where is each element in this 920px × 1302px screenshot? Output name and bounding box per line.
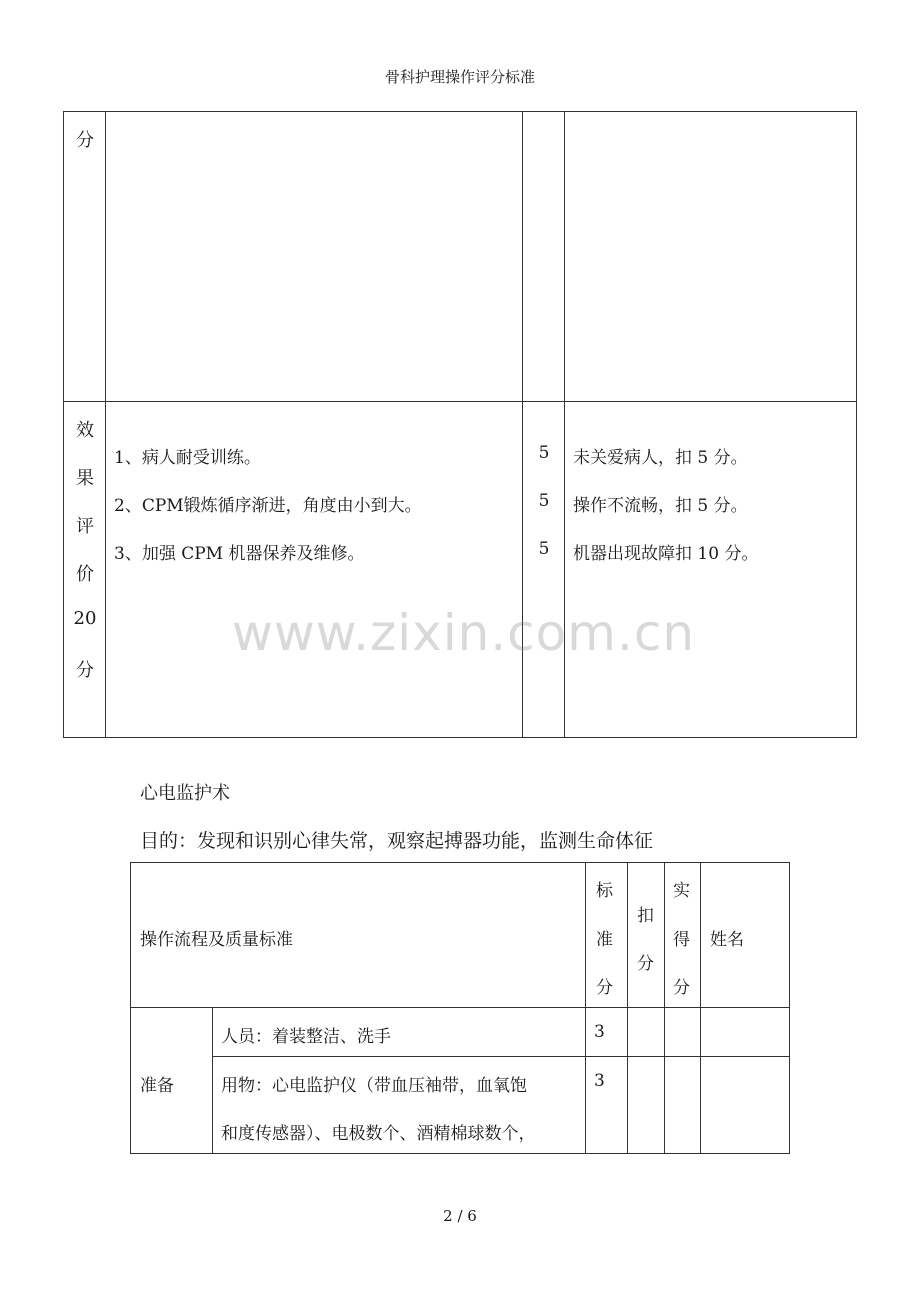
table1-border-right — [856, 111, 857, 738]
table1-border-bottom — [63, 737, 857, 738]
evaluation-item: 2、CPM锻炼循序渐进，角度由小到大。 — [114, 496, 422, 516]
evaluation-item: 1、病人耐受训练。 — [114, 448, 261, 468]
header-actual-score-char: 得 — [673, 930, 690, 950]
section-title: 心电监护术 — [140, 783, 230, 804]
watermark: www.zixin.com.cn — [232, 604, 696, 662]
row-personnel-score: 3 — [594, 1022, 605, 1042]
deduction-rule: 操作不流畅，扣 5 分。 — [573, 496, 748, 516]
header-actual-score-char: 分 — [673, 978, 690, 998]
header-deduct-char: 分 — [637, 954, 654, 974]
row-personnel: 人员：着装整洁、洗手 — [221, 1027, 391, 1047]
header-standard-score-char: 标 — [596, 881, 613, 901]
row-supplies-line: 用物：心电监护仪（带血压袖带，血氧饱 — [221, 1076, 527, 1096]
evaluation-score: 5 — [538, 539, 550, 559]
table1-border-top — [63, 111, 857, 112]
table2-category-divider — [212, 1007, 213, 1154]
table2-header-divider — [130, 1007, 790, 1008]
deduction-rule: 机器出现故障扣 10 分。 — [573, 544, 759, 564]
row1-category-char: 分 — [76, 130, 94, 151]
row2-category-char: 评 — [76, 516, 94, 537]
header-name: 姓名 — [710, 930, 744, 950]
table2-col-divider-4 — [700, 862, 701, 1154]
header-deduct-char: 扣 — [637, 906, 654, 926]
table2-border-top — [130, 862, 790, 863]
table2-border-bottom — [130, 1153, 790, 1154]
deduction-rule: 未关爱病人，扣 5 分。 — [573, 448, 748, 468]
evaluation-item: 3、加强 CPM 机器保养及维修。 — [114, 544, 365, 564]
row2-category-char: 果 — [76, 468, 94, 489]
page-header: 骨科护理操作评分标准 — [384, 68, 535, 86]
evaluation-score: 5 — [538, 443, 550, 463]
row2-category-char: 价 — [76, 564, 94, 585]
row2-category-char: 效 — [76, 420, 94, 441]
row2-category-char: 分 — [76, 660, 94, 681]
header-actual-score-char: 实 — [673, 881, 690, 901]
table2-col-divider-2 — [627, 862, 628, 1154]
header-standard-score-char: 分 — [596, 978, 613, 998]
table2-border-left — [130, 862, 131, 1154]
row-supplies-score: 3 — [594, 1071, 605, 1091]
page-number: 2 / 6 — [443, 1207, 477, 1225]
table2-col-divider-3 — [664, 862, 665, 1154]
row-supplies-line: 和度传感器）、电极数个、酒精棉球数个， — [221, 1124, 536, 1144]
row2-category-char: 20 — [73, 608, 97, 629]
evaluation-score: 5 — [538, 491, 550, 511]
table2-col-divider-1 — [585, 862, 586, 1154]
category-preparation: 准备 — [140, 1076, 174, 1096]
table2-row-divider — [212, 1056, 790, 1057]
header-standard-score-char: 准 — [596, 930, 613, 950]
section-purpose: 目的：发现和识别心律失常，观察起搏器功能，监测生命体征 — [140, 830, 654, 852]
header-process: 操作流程及质量标准 — [140, 930, 293, 950]
table2-border-right — [789, 862, 790, 1154]
table1-row-divider — [63, 401, 857, 402]
